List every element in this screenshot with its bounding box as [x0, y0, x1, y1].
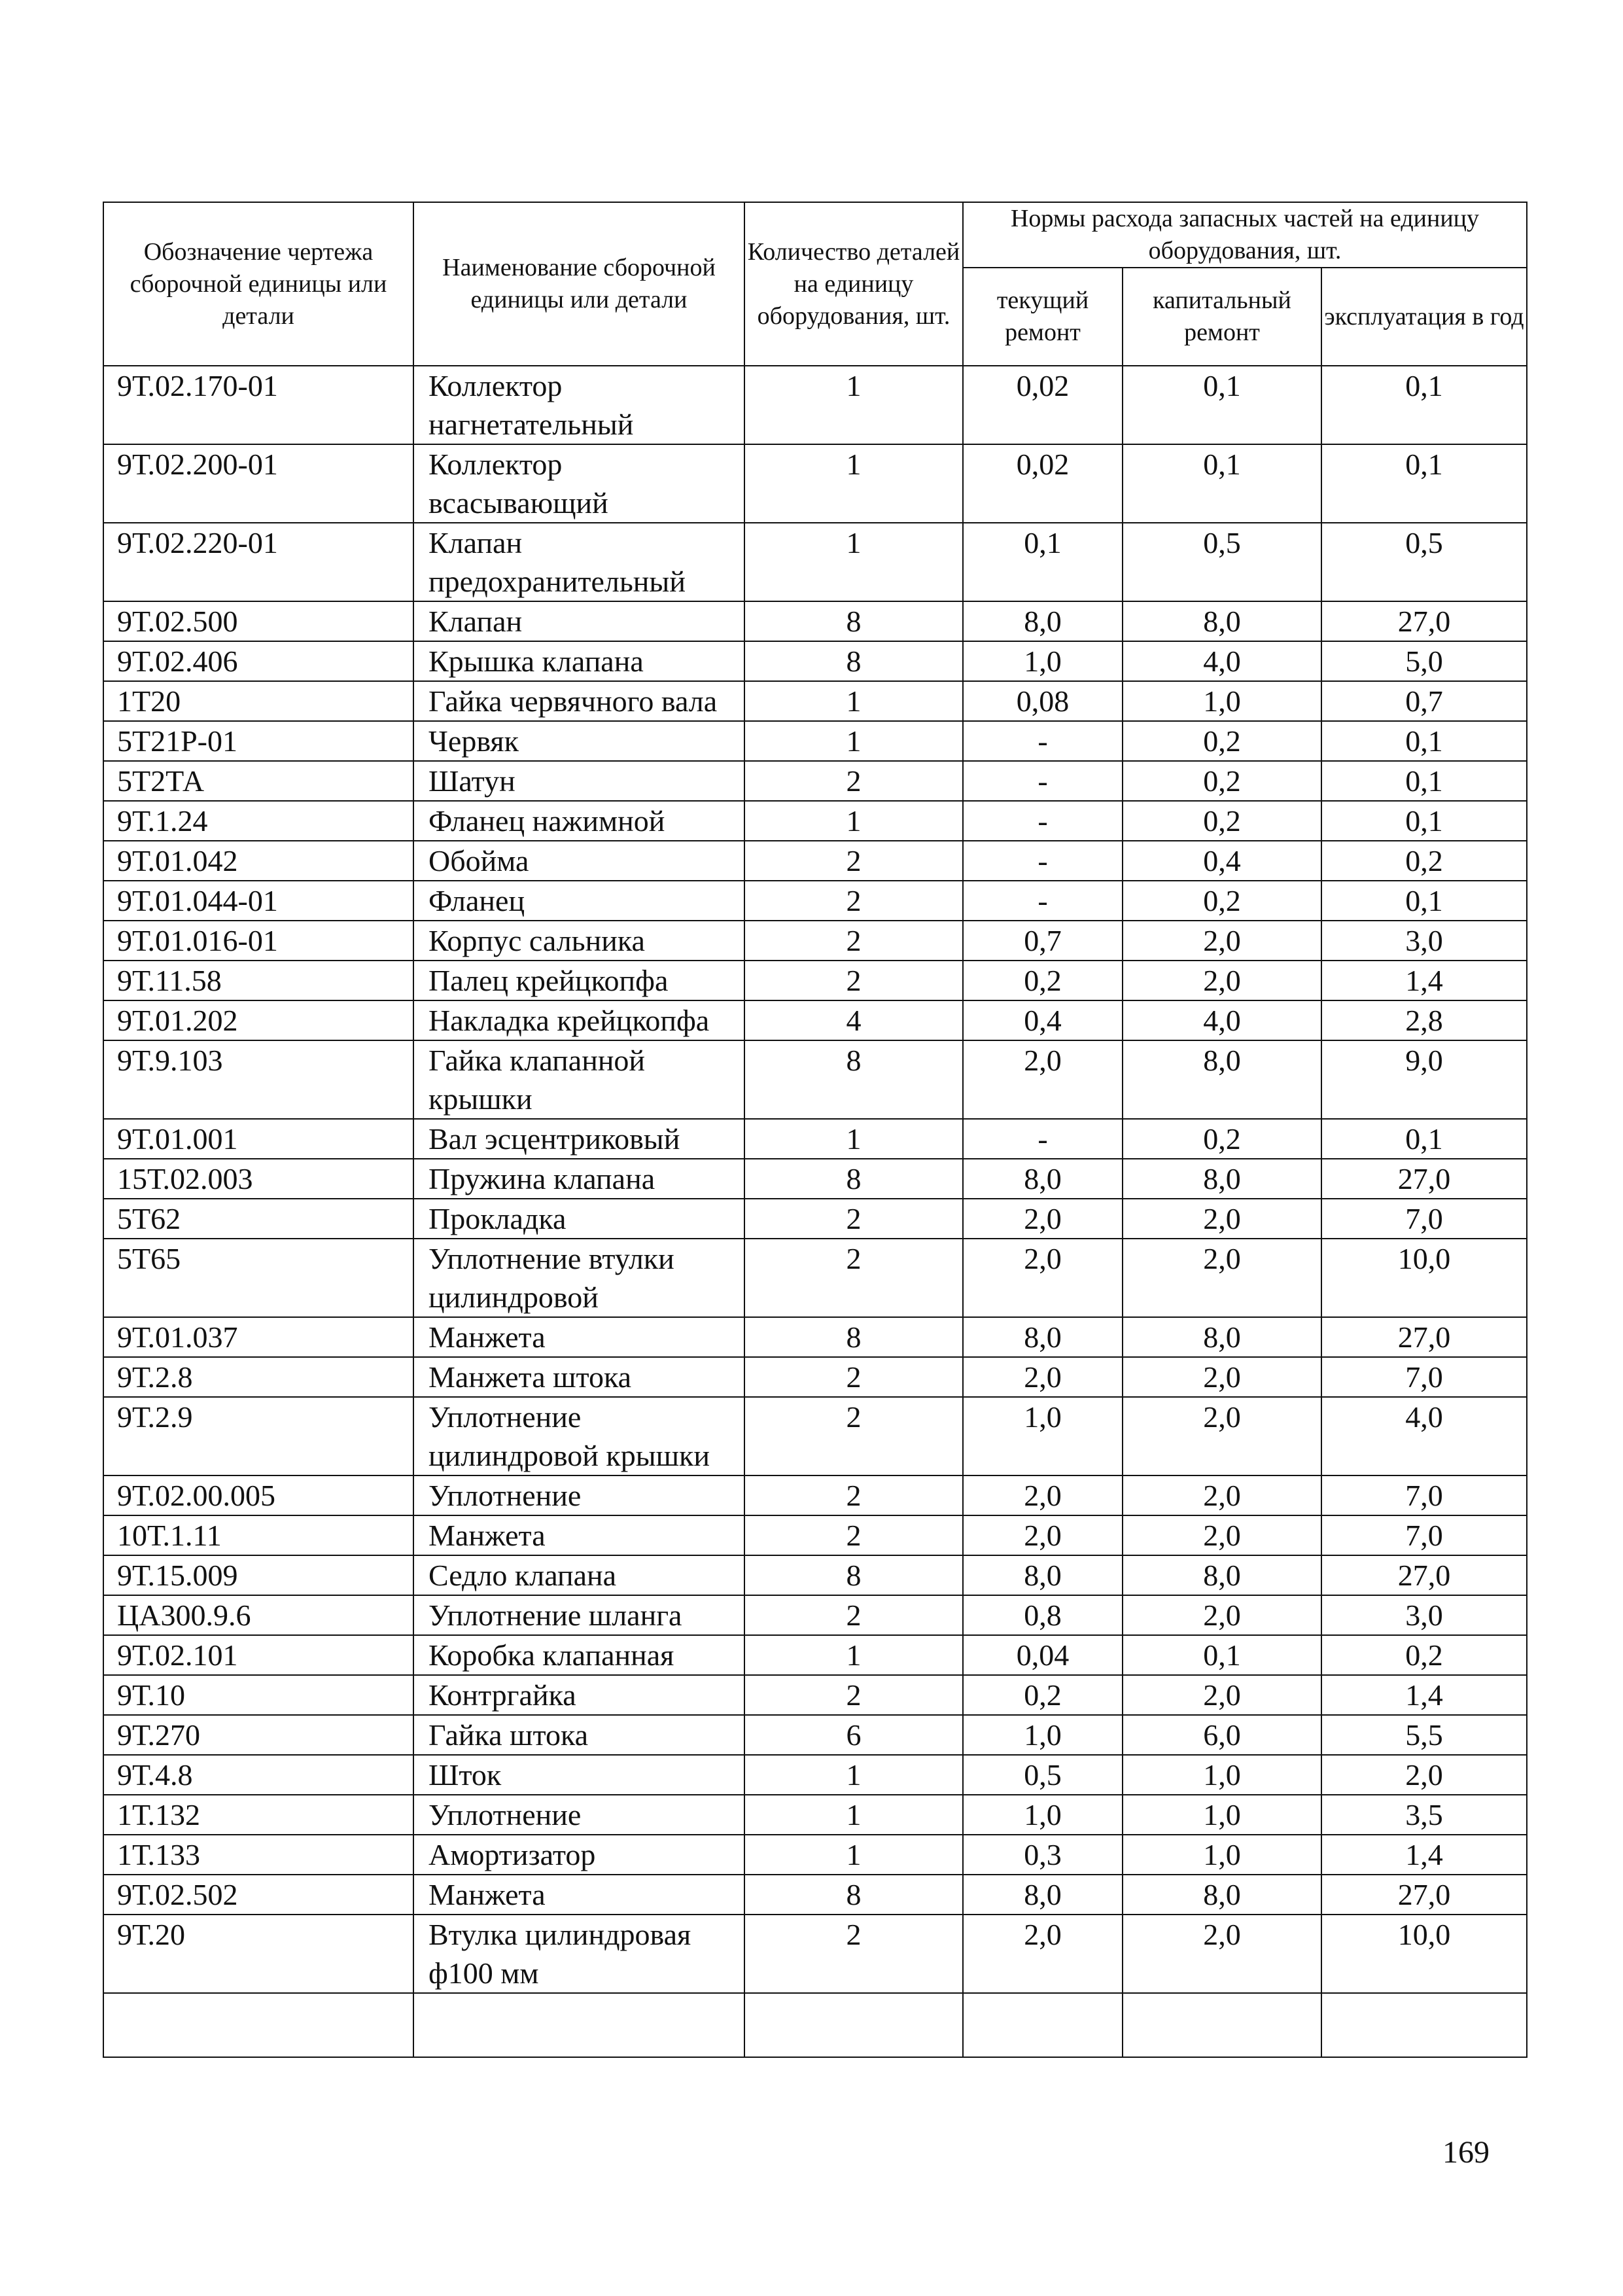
current-repair-cell: 2,0	[963, 1475, 1123, 1515]
current-repair-cell: 2,0	[963, 1515, 1123, 1555]
part-code-cell: 9Т.01.044-01	[103, 881, 413, 921]
header-capital-repair: капитальный ремонт	[1123, 268, 1321, 366]
part-code-cell: 9Т.02.101	[103, 1635, 413, 1675]
part-code-cell: 9Т.01.202	[103, 1000, 413, 1040]
yearly-operation-cell: 0,1	[1321, 761, 1527, 801]
part-code-cell: 5Т62	[103, 1199, 413, 1239]
table-body	[103, 366, 1527, 2057]
current-repair-cell: 0,04	[963, 1635, 1123, 1675]
part-name-cell: Коллектор всасывающий	[413, 444, 744, 523]
quantity-cell: 1	[744, 801, 963, 841]
table-row	[103, 1397, 1527, 1475]
capital-repair-cell: 0,2	[1123, 881, 1321, 921]
part-name-cell: Уплотнение цилиндровой крышки	[413, 1397, 744, 1475]
quantity-cell: 4	[744, 1000, 963, 1040]
yearly-operation-cell: 3,0	[1321, 921, 1527, 961]
part-code-cell: 15Т.02.003	[103, 1159, 413, 1199]
table-row	[103, 1357, 1527, 1397]
table-row	[103, 1755, 1527, 1795]
part-code-cell: 9Т.01.042	[103, 841, 413, 881]
yearly-operation-cell: 27,0	[1321, 1875, 1527, 1915]
quantity-cell: 2	[744, 1915, 963, 1993]
yearly-operation-cell: 4,0	[1321, 1397, 1527, 1475]
header-row-1	[103, 202, 1527, 268]
table-row	[103, 1119, 1527, 1159]
table-row	[103, 1555, 1527, 1595]
current-repair-cell: 2,0	[963, 1239, 1123, 1317]
current-repair-cell: 8,0	[963, 1875, 1123, 1915]
part-name-cell: Седло клапана	[413, 1555, 744, 1595]
capital-repair-cell: 0,2	[1123, 761, 1321, 801]
capital-repair-cell: 0,2	[1123, 801, 1321, 841]
page-number: 169	[1442, 2135, 1490, 2170]
quantity-cell: 2	[744, 1357, 963, 1397]
quantity-cell: 2	[744, 921, 963, 961]
current-repair-cell: 0,7	[963, 921, 1123, 961]
table-row	[103, 601, 1527, 641]
table-row	[103, 921, 1527, 961]
yearly-operation-cell: 7,0	[1321, 1515, 1527, 1555]
part-code-cell: 9Т.9.103	[103, 1040, 413, 1119]
quantity-cell: 8	[744, 1040, 963, 1119]
part-code-cell: 9Т.02.00.005	[103, 1475, 413, 1515]
yearly-operation-cell: 10,0	[1321, 1239, 1527, 1317]
part-name-cell: Шатун	[413, 761, 744, 801]
current-repair-cell: 2,0	[963, 1040, 1123, 1119]
current-repair-cell: 0,4	[963, 1000, 1123, 1040]
part-code-cell: 9Т.10	[103, 1675, 413, 1715]
capital-repair-cell: 0,1	[1123, 1635, 1321, 1675]
capital-repair-cell: 8,0	[1123, 1040, 1321, 1119]
capital-repair-cell: 1,0	[1123, 1835, 1321, 1875]
part-code-cell: 9Т.2.8	[103, 1357, 413, 1397]
header-current-repair: текущий ремонт	[963, 268, 1123, 366]
capital-repair-cell: 0,2	[1123, 1119, 1321, 1159]
current-repair-cell: 1,0	[963, 1397, 1123, 1475]
capital-repair-cell: 2,0	[1123, 921, 1321, 961]
empty-cell	[1321, 1993, 1527, 2057]
part-name-cell: Прокладка	[413, 1199, 744, 1239]
capital-repair-cell: 2,0	[1123, 1239, 1321, 1317]
header-designation: Обозначение чертежа сборочной единицы или детали	[103, 202, 413, 366]
empty-cell	[103, 1993, 413, 2057]
header-name: Наименование сборочной единицы или детали	[413, 202, 744, 366]
current-repair-cell: 0,08	[963, 681, 1123, 721]
current-repair-cell: -	[963, 841, 1123, 881]
capital-repair-cell: 2,0	[1123, 1675, 1321, 1715]
header-operation-per-year: эксплуатация в год	[1321, 268, 1527, 366]
quantity-cell: 2	[744, 1475, 963, 1515]
table-row	[103, 641, 1527, 681]
current-repair-cell: 0,3	[963, 1835, 1123, 1875]
part-name-cell: Манжета	[413, 1875, 744, 1915]
part-name-cell: Втулка цилиндровая ф100 мм	[413, 1915, 744, 1993]
part-code-cell: 9Т.2.9	[103, 1397, 413, 1475]
part-code-cell: 9Т.02.406	[103, 641, 413, 681]
part-code-cell: 9Т.4.8	[103, 1755, 413, 1795]
yearly-operation-cell: 1,4	[1321, 961, 1527, 1000]
table-row	[103, 961, 1527, 1000]
quantity-cell: 2	[744, 1397, 963, 1475]
table-row	[103, 1915, 1527, 1993]
part-code-cell: 9Т.01.001	[103, 1119, 413, 1159]
part-code-cell: 9Т.270	[103, 1715, 413, 1755]
part-code-cell: 9Т.02.170-01	[103, 366, 413, 444]
quantity-cell: 1	[744, 444, 963, 523]
capital-repair-cell: 2,0	[1123, 1199, 1321, 1239]
yearly-operation-cell: 0,1	[1321, 801, 1527, 841]
current-repair-cell: 8,0	[963, 601, 1123, 641]
empty-cell	[963, 1993, 1123, 2057]
table-row	[103, 801, 1527, 841]
yearly-operation-cell: 5,5	[1321, 1715, 1527, 1755]
part-code-cell: 9Т.15.009	[103, 1555, 413, 1595]
part-code-cell: 9Т.01.016-01	[103, 921, 413, 961]
table-row	[103, 761, 1527, 801]
current-repair-cell: -	[963, 1119, 1123, 1159]
part-name-cell: Накладка крейцкопфа	[413, 1000, 744, 1040]
table-row	[103, 881, 1527, 921]
table-row	[103, 1239, 1527, 1317]
current-repair-cell: 0,2	[963, 961, 1123, 1000]
quantity-cell: 1	[744, 1635, 963, 1675]
capital-repair-cell: 0,5	[1123, 523, 1321, 601]
quantity-cell: 2	[744, 1199, 963, 1239]
yearly-operation-cell: 0,7	[1321, 681, 1527, 721]
table-row	[103, 523, 1527, 601]
quantity-cell: 1	[744, 523, 963, 601]
capital-repair-cell: 0,2	[1123, 721, 1321, 761]
capital-repair-cell: 1,0	[1123, 1755, 1321, 1795]
current-repair-cell: 2,0	[963, 1199, 1123, 1239]
part-name-cell: Амортизатор	[413, 1835, 744, 1875]
yearly-operation-cell: 0,2	[1321, 841, 1527, 881]
table-row	[103, 721, 1527, 761]
yearly-operation-cell: 27,0	[1321, 1159, 1527, 1199]
part-name-cell: Уплотнение втулки цилиндровой	[413, 1239, 744, 1317]
part-name-cell: Коллектор нагнетательный	[413, 366, 744, 444]
yearly-operation-cell: 0,5	[1321, 523, 1527, 601]
current-repair-cell: 0,02	[963, 444, 1123, 523]
current-repair-cell: -	[963, 761, 1123, 801]
table-row	[103, 1835, 1527, 1875]
table-row	[103, 841, 1527, 881]
quantity-cell: 2	[744, 761, 963, 801]
quantity-cell: 2	[744, 1515, 963, 1555]
part-name-cell: Фланец нажимной	[413, 801, 744, 841]
current-repair-cell: -	[963, 721, 1123, 761]
empty-cell	[1123, 1993, 1321, 2057]
quantity-cell: 2	[744, 1595, 963, 1635]
table-row	[103, 1715, 1527, 1755]
part-code-cell: 5Т65	[103, 1239, 413, 1317]
capital-repair-cell: 2,0	[1123, 1515, 1321, 1555]
table-row	[103, 1159, 1527, 1199]
yearly-operation-cell: 10,0	[1321, 1915, 1527, 1993]
capital-repair-cell: 1,0	[1123, 1795, 1321, 1835]
header-quantity: Количество деталей на единицу оборудования, шт.	[744, 202, 963, 366]
yearly-operation-cell: 0,1	[1321, 881, 1527, 921]
yearly-operation-cell: 0,1	[1321, 444, 1527, 523]
current-repair-cell: 0,5	[963, 1755, 1123, 1795]
yearly-operation-cell: 9,0	[1321, 1040, 1527, 1119]
yearly-operation-cell: 3,5	[1321, 1795, 1527, 1835]
part-name-cell: Гайка штока	[413, 1715, 744, 1755]
quantity-cell: 1	[744, 1119, 963, 1159]
part-code-cell: 10Т.1.11	[103, 1515, 413, 1555]
capital-repair-cell: 4,0	[1123, 641, 1321, 681]
part-code-cell: 9Т.02.220-01	[103, 523, 413, 601]
table-row	[103, 1595, 1527, 1635]
table-row	[103, 681, 1527, 721]
part-code-cell: 5Т2ТА	[103, 761, 413, 801]
yearly-operation-cell: 27,0	[1321, 601, 1527, 641]
capital-repair-cell: 2,0	[1123, 1357, 1321, 1397]
part-name-cell: Клапан предохранительный	[413, 523, 744, 601]
quantity-cell: 8	[744, 1159, 963, 1199]
yearly-operation-cell: 1,4	[1321, 1675, 1527, 1715]
current-repair-cell: 8,0	[963, 1317, 1123, 1357]
yearly-operation-cell: 1,4	[1321, 1835, 1527, 1875]
current-repair-cell: 8,0	[963, 1159, 1123, 1199]
part-name-cell: Червяк	[413, 721, 744, 761]
part-name-cell: Фланец	[413, 881, 744, 921]
part-name-cell: Уплотнение	[413, 1795, 744, 1835]
table-row	[103, 1675, 1527, 1715]
capital-repair-cell: 2,0	[1123, 1915, 1321, 1993]
current-repair-cell: -	[963, 801, 1123, 841]
yearly-operation-cell: 27,0	[1321, 1555, 1527, 1595]
part-name-cell: Вал эсцентриковый	[413, 1119, 744, 1159]
capital-repair-cell: 8,0	[1123, 1555, 1321, 1595]
capital-repair-cell: 2,0	[1123, 1595, 1321, 1635]
part-name-cell: Манжета штока	[413, 1357, 744, 1397]
capital-repair-cell: 0,1	[1123, 444, 1321, 523]
quantity-cell: 1	[744, 1795, 963, 1835]
part-name-cell: Уплотнение	[413, 1475, 744, 1515]
part-name-cell: Обойма	[413, 841, 744, 881]
quantity-cell: 6	[744, 1715, 963, 1755]
yearly-operation-cell: 0,1	[1321, 366, 1527, 444]
table-row	[103, 1000, 1527, 1040]
part-name-cell: Манжета	[413, 1317, 744, 1357]
part-code-cell: 5Т21Р-01	[103, 721, 413, 761]
capital-repair-cell: 1,0	[1123, 681, 1321, 721]
part-name-cell: Коробка клапанная	[413, 1635, 744, 1675]
capital-repair-cell: 4,0	[1123, 1000, 1321, 1040]
part-code-cell: 1Т20	[103, 681, 413, 721]
yearly-operation-cell: 5,0	[1321, 641, 1527, 681]
table-row	[103, 1475, 1527, 1515]
quantity-cell: 8	[744, 601, 963, 641]
part-code-cell: 9Т.02.200-01	[103, 444, 413, 523]
part-name-cell: Гайка червячного вала	[413, 681, 744, 721]
quantity-cell: 1	[744, 681, 963, 721]
table-row	[103, 366, 1527, 444]
quantity-cell: 2	[744, 841, 963, 881]
yearly-operation-cell: 0,1	[1321, 721, 1527, 761]
current-repair-cell: 0,8	[963, 1595, 1123, 1635]
quantity-cell: 8	[744, 641, 963, 681]
table-row	[103, 1199, 1527, 1239]
current-repair-cell: 0,1	[963, 523, 1123, 601]
empty-cell	[744, 1993, 963, 2057]
capital-repair-cell: 0,1	[1123, 366, 1321, 444]
capital-repair-cell: 6,0	[1123, 1715, 1321, 1755]
capital-repair-cell: 2,0	[1123, 961, 1321, 1000]
spare-parts-table	[103, 202, 1527, 2058]
part-name-cell: Корпус сальника	[413, 921, 744, 961]
part-code-cell: 9Т.02.502	[103, 1875, 413, 1915]
part-name-cell: Гайка клапанной крышки	[413, 1040, 744, 1119]
part-name-cell: Манжета	[413, 1515, 744, 1555]
table-row	[103, 1795, 1527, 1835]
part-code-cell: 1Т.133	[103, 1835, 413, 1875]
yearly-operation-cell: 0,1	[1321, 1119, 1527, 1159]
yearly-operation-cell: 7,0	[1321, 1475, 1527, 1515]
capital-repair-cell: 8,0	[1123, 601, 1321, 641]
quantity-cell: 1	[744, 1835, 963, 1875]
part-code-cell: 9Т.20	[103, 1915, 413, 1993]
part-name-cell: Крышка клапана	[413, 641, 744, 681]
table-row	[103, 1317, 1527, 1357]
quantity-cell: 2	[744, 1239, 963, 1317]
quantity-cell: 8	[744, 1875, 963, 1915]
current-repair-cell: 0,2	[963, 1675, 1123, 1715]
part-code-cell: 9Т.02.500	[103, 601, 413, 641]
quantity-cell: 8	[744, 1555, 963, 1595]
current-repair-cell: 1,0	[963, 1795, 1123, 1835]
capital-repair-cell: 2,0	[1123, 1397, 1321, 1475]
table-row	[103, 1040, 1527, 1119]
current-repair-cell: 2,0	[963, 1357, 1123, 1397]
current-repair-cell: 8,0	[963, 1555, 1123, 1595]
part-code-cell: ЦА300.9.6	[103, 1595, 413, 1635]
quantity-cell: 8	[744, 1317, 963, 1357]
yearly-operation-cell: 3,0	[1321, 1595, 1527, 1635]
yearly-operation-cell: 27,0	[1321, 1317, 1527, 1357]
part-code-cell: 9Т.01.037	[103, 1317, 413, 1357]
capital-repair-cell: 2,0	[1123, 1475, 1321, 1515]
part-name-cell: Палец крейцкопфа	[413, 961, 744, 1000]
part-code-cell: 1Т.132	[103, 1795, 413, 1835]
table-bottom-space	[103, 1993, 1527, 2057]
current-repair-cell: -	[963, 881, 1123, 921]
quantity-cell: 2	[744, 961, 963, 1000]
part-name-cell: Контргайка	[413, 1675, 744, 1715]
table-row	[103, 1635, 1527, 1675]
header-norms: Нормы расхода запасных частей на единицу оборудования, шт.	[963, 202, 1527, 268]
quantity-cell: 2	[744, 881, 963, 921]
quantity-cell: 1	[744, 1755, 963, 1795]
yearly-operation-cell: 7,0	[1321, 1199, 1527, 1239]
yearly-operation-cell: 2,8	[1321, 1000, 1527, 1040]
quantity-cell: 1	[744, 721, 963, 761]
quantity-cell: 2	[744, 1675, 963, 1715]
capital-repair-cell: 8,0	[1123, 1159, 1321, 1199]
part-name-cell: Клапан	[413, 601, 744, 641]
current-repair-cell: 0,02	[963, 366, 1123, 444]
part-name-cell: Пружина клапана	[413, 1159, 744, 1199]
part-code-cell: 9Т.11.58	[103, 961, 413, 1000]
current-repair-cell: 1,0	[963, 1715, 1123, 1755]
table-row	[103, 1875, 1527, 1915]
empty-cell	[413, 1993, 744, 2057]
yearly-operation-cell: 2,0	[1321, 1755, 1527, 1795]
current-repair-cell: 1,0	[963, 641, 1123, 681]
part-code-cell: 9Т.1.24	[103, 801, 413, 841]
yearly-operation-cell: 7,0	[1321, 1357, 1527, 1397]
capital-repair-cell: 8,0	[1123, 1317, 1321, 1357]
table-row	[103, 1515, 1527, 1555]
quantity-cell: 1	[744, 366, 963, 444]
yearly-operation-cell: 0,2	[1321, 1635, 1527, 1675]
capital-repair-cell: 8,0	[1123, 1875, 1321, 1915]
table-row	[103, 444, 1527, 523]
capital-repair-cell: 0,4	[1123, 841, 1321, 881]
part-name-cell: Шток	[413, 1755, 744, 1795]
part-name-cell: Уплотнение шланга	[413, 1595, 744, 1635]
current-repair-cell: 2,0	[963, 1915, 1123, 1993]
